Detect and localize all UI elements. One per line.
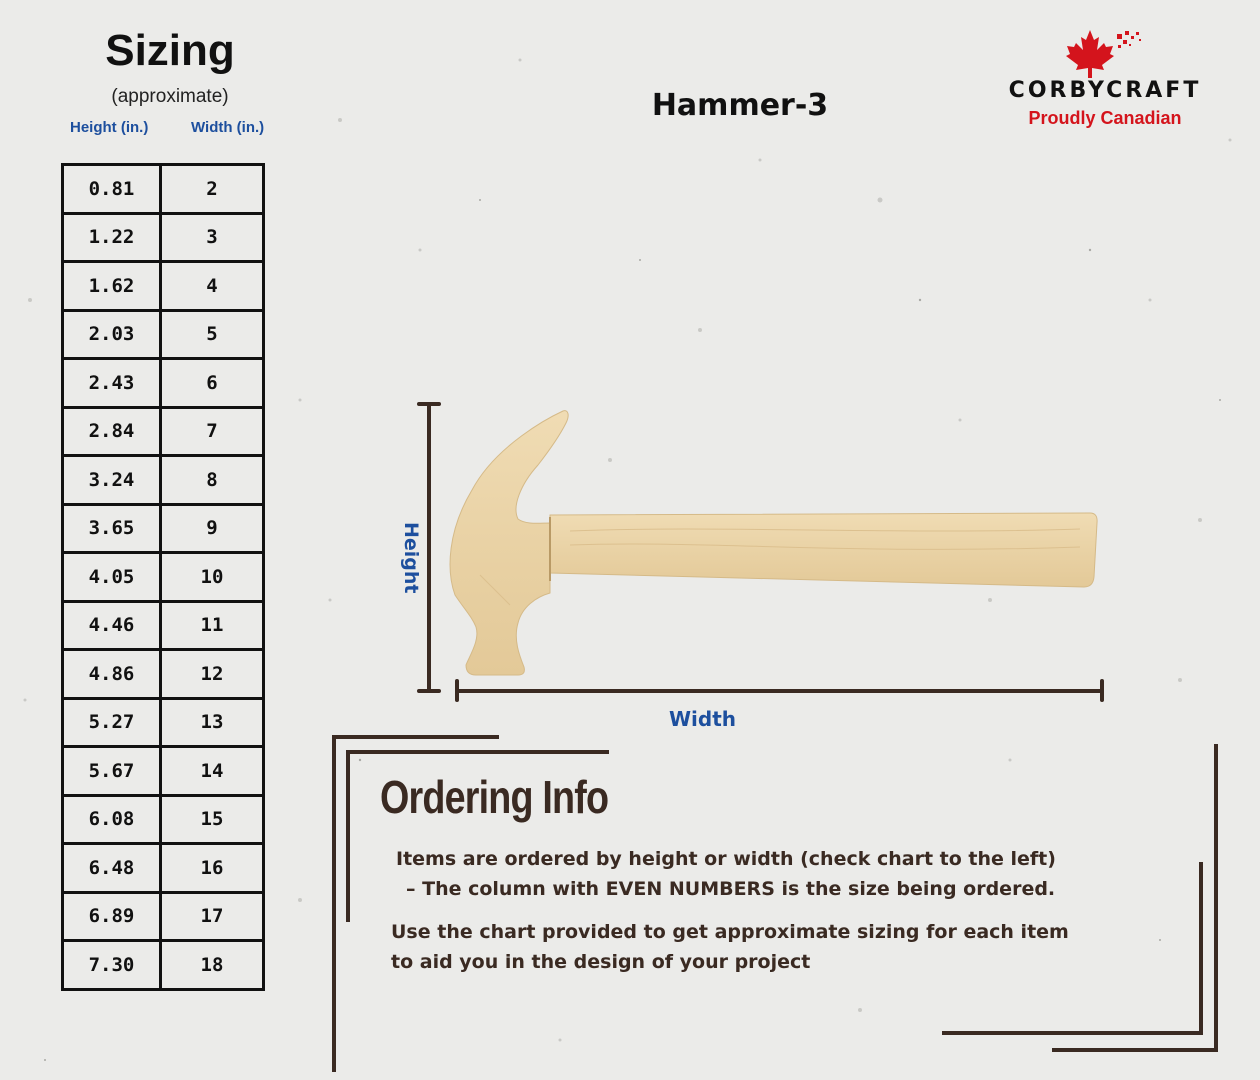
sizing-subtitle: (approximate) <box>111 86 229 107</box>
height-cell: 5.67 <box>63 747 161 796</box>
width-label: Width <box>668 707 737 731</box>
width-cell: 13 <box>161 698 264 747</box>
width-cell: 6 <box>161 359 264 408</box>
height-cell: 1.62 <box>63 262 161 311</box>
height-cell: 3.24 <box>63 456 161 505</box>
width-column-header: Width (in.) <box>191 119 265 136</box>
width-cell: 17 <box>161 892 264 941</box>
height-cell: 3.65 <box>63 504 161 553</box>
width-cell: 4 <box>161 262 264 311</box>
width-cell: 11 <box>161 601 264 650</box>
width-cell: 10 <box>161 553 264 602</box>
height-cell: 2.84 <box>63 407 161 456</box>
height-cell: 4.46 <box>63 601 161 650</box>
product-title: Hammer-3 <box>651 88 829 123</box>
ordering-info-title: Ordering Info <box>380 771 609 823</box>
height-cell: 6.89 <box>63 892 161 941</box>
width-cell: 14 <box>161 747 264 796</box>
width-cell: 2 <box>161 165 264 214</box>
width-cell: 18 <box>161 941 264 990</box>
width-cell: 5 <box>161 310 264 359</box>
width-cell: 8 <box>161 456 264 505</box>
sizing-title: Sizing <box>105 26 235 75</box>
width-cell: 16 <box>161 844 264 893</box>
height-cell: 2.43 <box>63 359 161 408</box>
height-cell: 2.03 <box>63 310 161 359</box>
width-cell: 12 <box>161 650 264 699</box>
width-cell: 15 <box>161 795 264 844</box>
width-cell: 9 <box>161 504 264 553</box>
height-cell: 7.30 <box>63 941 161 990</box>
width-cell: 7 <box>161 407 264 456</box>
ordering-line-4: to aid you in the design of your project <box>391 951 811 973</box>
height-cell: 6.08 <box>63 795 161 844</box>
ordering-line-1: Items are ordered by height or width (check chart to the left) <box>396 848 1056 870</box>
width-cell: 3 <box>161 213 264 262</box>
height-cell: 1.22 <box>63 213 161 262</box>
brand-name: CORBYCRAFT <box>1008 78 1202 103</box>
ordering-line-3: Use the chart provided to get approximate sizing for each item <box>391 921 1069 943</box>
height-cell: 5.27 <box>63 698 161 747</box>
height-label: Height <box>400 522 422 594</box>
brand-tagline: Proudly Canadian <box>1028 108 1182 128</box>
height-column-header: Height (in.) <box>70 119 149 136</box>
ordering-line-2: – The column with EVEN NUMBERS is the size being ordered. <box>406 878 1056 900</box>
height-cell: 4.05 <box>63 553 161 602</box>
height-cell: 4.86 <box>63 650 161 699</box>
height-cell: 6.48 <box>63 844 161 893</box>
height-cell: 0.81 <box>63 165 161 214</box>
